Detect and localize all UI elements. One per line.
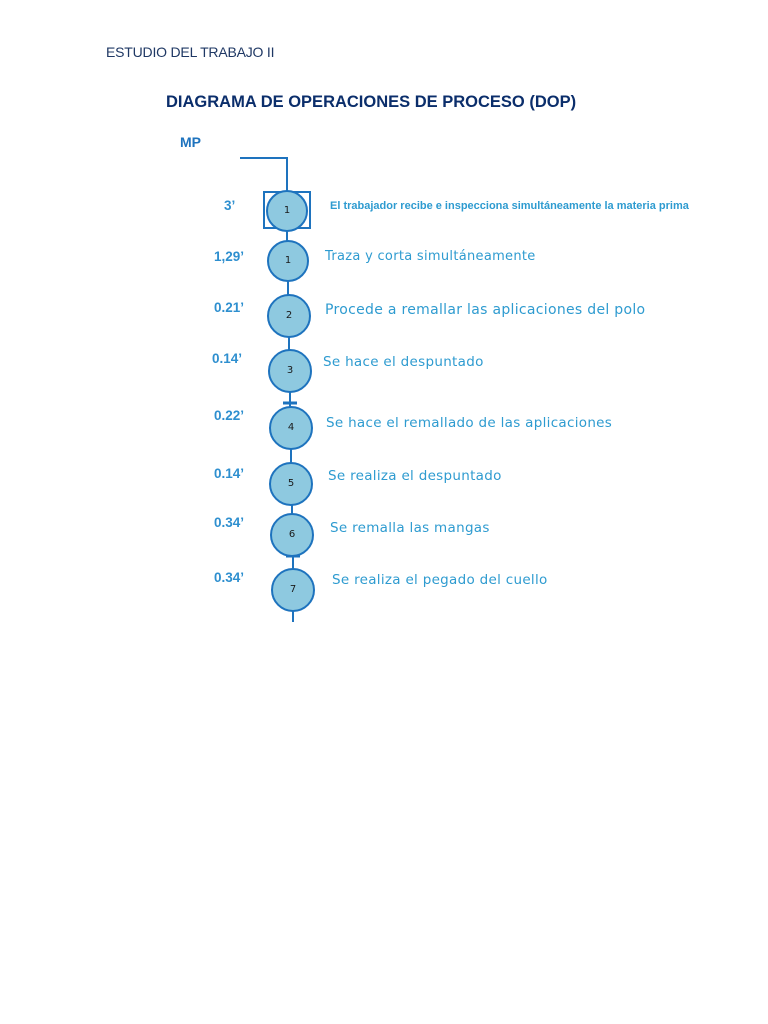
step-number-5: 5 bbox=[287, 478, 295, 489]
step-number-6: 6 bbox=[288, 529, 296, 540]
step-time-3: 0.14’ bbox=[212, 351, 243, 366]
step-description-5: Se realiza el despuntado bbox=[328, 468, 502, 484]
step-description-0: El trabajador recibe e inspecciona simultáneamente la materia prima bbox=[330, 200, 689, 212]
step-number-1: 1 bbox=[284, 255, 292, 266]
step-description-6: Se remalla las mangas bbox=[330, 520, 490, 536]
step-description-3: Se hace el despuntado bbox=[323, 354, 484, 370]
step-number-3: 3 bbox=[286, 365, 294, 376]
step-time-1: 1,29’ bbox=[214, 249, 245, 264]
step-description-7: Se realiza el pegado del cuello bbox=[332, 572, 548, 588]
step-time-2: 0.21’ bbox=[214, 300, 245, 315]
step-time-7: 0.34’ bbox=[214, 570, 245, 585]
step-description-2: Procede a remallar las aplicaciones del polo bbox=[325, 302, 646, 318]
step-time-0: 3’ bbox=[224, 198, 236, 213]
diagram-title: DIAGRAMA DE OPERACIONES DE PROCESO (DOP) bbox=[166, 93, 577, 111]
step-time-5: 0.14’ bbox=[214, 466, 245, 481]
step-number-4: 4 bbox=[287, 422, 295, 433]
step-description-4: Se hace el remallado de las aplicaciones bbox=[326, 415, 613, 431]
step-number-7: 7 bbox=[289, 584, 297, 595]
step-number-0: 1 bbox=[283, 205, 291, 216]
step-time-4: 0.22’ bbox=[214, 408, 245, 423]
step-description-1: Traza y corta simultáneamente bbox=[325, 249, 536, 264]
page-header: ESTUDIO DEL TRABAJO II bbox=[106, 44, 275, 60]
start-label-mp: MP bbox=[180, 134, 201, 150]
input-line bbox=[240, 158, 287, 193]
step-number-2: 2 bbox=[285, 310, 293, 321]
step-time-6: 0.34’ bbox=[214, 515, 245, 530]
